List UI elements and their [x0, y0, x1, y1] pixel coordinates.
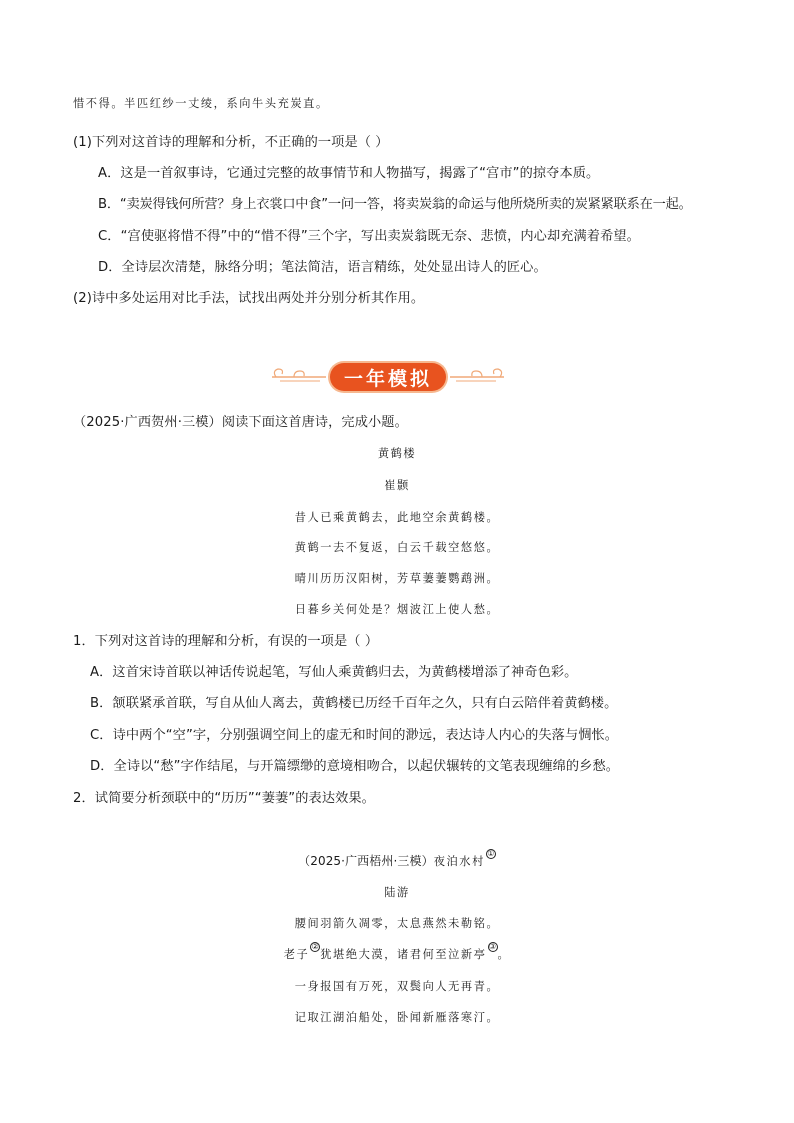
option-c: C．“宫使驱将惜不得”中的“惜不得”三个字，写出卖炭翁既无奈、悲愤，内心却充满着希望。: [98, 229, 640, 244]
poem-title: 黄鹤楼: [377, 447, 417, 460]
option-a: A．这首宋诗首联以神话传说起笔，写仙人乘黄鹤归去，为黄鹤楼增添了神奇色彩。: [90, 665, 578, 680]
poem-line: 黄鹤一去不复返，白云千载空悠悠。: [294, 541, 500, 554]
option-d: D．全诗以“愁”字作结尾，与开篇缥缈的意境相吻合，以起伏辗转的文笔表现缠绵的乡愁。: [90, 759, 620, 774]
poem-author: 陆游: [384, 886, 410, 899]
poem-tail-line: 惜不得。半匹红纱一丈绫，系向牛头充炭直。: [73, 97, 329, 110]
poem-line: 一身报国有万死，双鬓向人无再青。: [294, 980, 500, 993]
title-source: （2025·广西梧州·三模）: [298, 854, 434, 868]
banner-pill: [330, 363, 446, 391]
poem-line: 日暮乡关何处是？烟波江上使人愁。: [294, 603, 500, 616]
section-banner: [270, 362, 506, 392]
section-2-intro: （2025·广西贺州·三模）阅读下面这首唐诗，完成小题。: [73, 415, 408, 430]
poem-line: 腰间羽箭久凋零，太息燕然未勒铭。: [294, 917, 500, 930]
line-part: 老子: [283, 948, 310, 961]
option-c: C．诗中两个“空”字，分别强调空间上的虚无和时间的渺远，表达诗人内心的失落与惆怅。: [90, 728, 619, 743]
poem-author: 崔颢: [384, 479, 410, 492]
title-poem: 夜泊水村: [433, 855, 485, 868]
poem-line: 昔人已乘黄鹤去，此地空余黄鹤楼。: [294, 511, 500, 524]
option-d: D．全诗层次清楚，脉络分明；笔法简洁，语言精练，处处显出诗人的匠心。: [98, 260, 547, 275]
banner-label: 一年模拟: [343, 367, 432, 390]
option-b: B．“卖炭得钱何所营？身上衣裳口中食”一问一答，将卖炭翁的命运与他所烧所卖的炭紧紧联系在一起。: [98, 197, 692, 212]
banner-left-ornament-icon: [270, 362, 330, 392]
question-2-stem: 2．试简要分析颈联中的“历历”“萋萋”的表达效果。: [73, 791, 375, 806]
section-3-title: [0, 849, 794, 871]
option-a: A．这是一首叙事诗，它通过完整的故事情节和人物描写，揭露了“宫市”的掠夺本质。: [98, 166, 600, 181]
line-part: 犹堪绝大漠，诸君何至泣新亭: [320, 948, 487, 961]
banner-right-ornament-icon: [446, 362, 506, 392]
footnote-marker: ③: [488, 942, 497, 952]
line-part: 。: [497, 948, 511, 961]
poem-line: 晴川历历汉阳树，芳草萋萋鹦鹉洲。: [294, 572, 500, 585]
question-1-stem: (1)下列对这首诗的理解和分析，不正确的一项是（ ）: [73, 135, 389, 150]
question-1-stem: 1．下列对这首诗的理解和分析，有误的一项是（ ）: [73, 634, 379, 649]
footnote-marker: ①: [487, 849, 495, 858]
poem-line: 记取江湖泊船处，卧闻新雁落寒汀。: [294, 1011, 500, 1024]
question-2-stem: (2)诗中多处运用对比手法，试找出两处并分别分析其作用。: [73, 291, 425, 306]
footnote-marker: ②: [311, 942, 319, 952]
option-b: B．颔联紧承首联，写自从仙人离去，黄鹤楼已历经千百年之久，只有白云陪伴着黄鹤楼。: [90, 696, 618, 711]
poem-line: [0, 942, 794, 964]
